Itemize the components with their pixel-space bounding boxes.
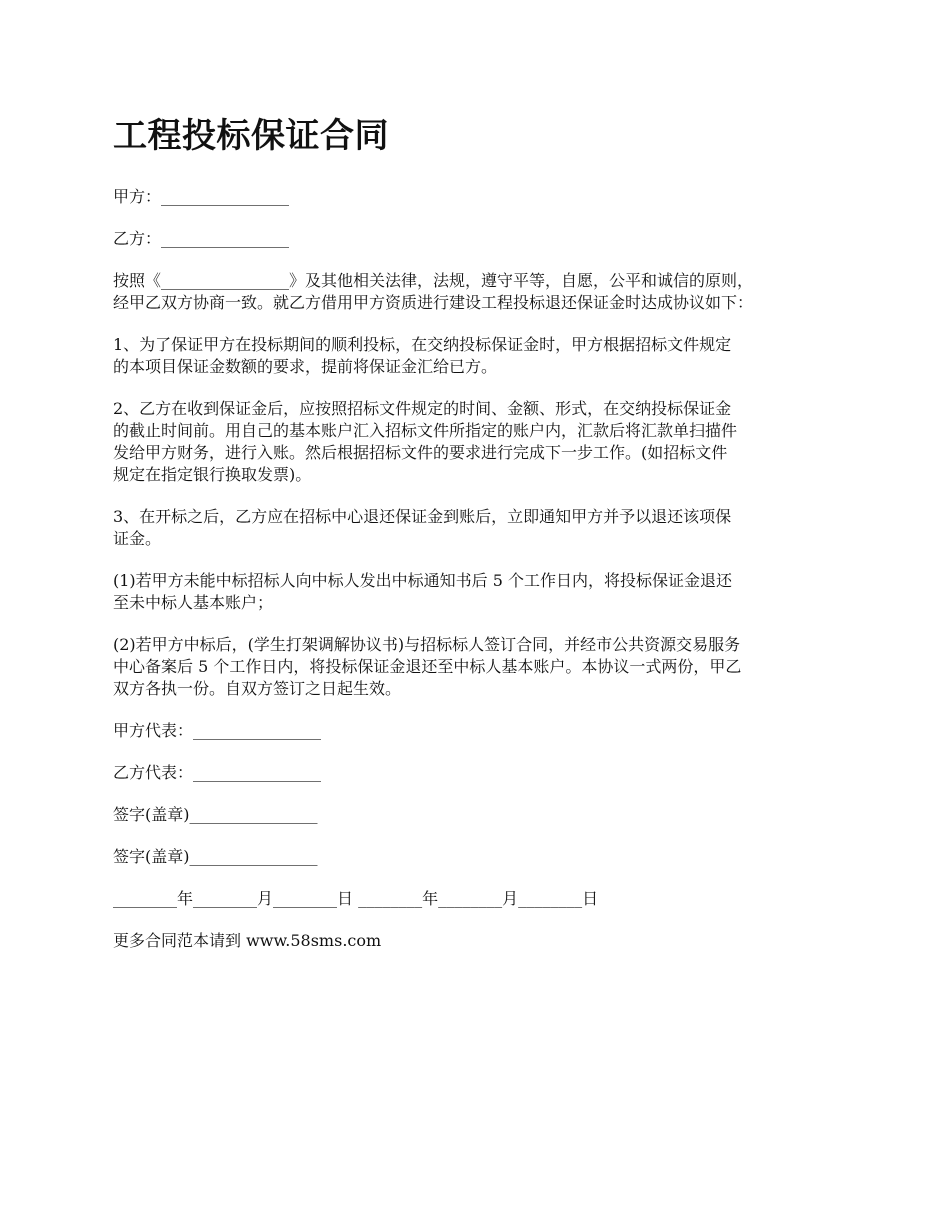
clause-1 bbox=[113, 334, 858, 378]
clause-3-line: 3、在开标之后，乙方应在招标中心退还保证金到账后，立即通知甲方并予以退还该项保 bbox=[113, 507, 732, 526]
intro-paragraph bbox=[113, 270, 858, 314]
signature-line-2: 签字(盖章)________________ bbox=[113, 847, 318, 866]
footer-note: 更多合同范本请到 www.58sms.com bbox=[113, 931, 382, 950]
signature-line-1: 签字(盖章)________________ bbox=[113, 805, 318, 824]
sub-clause-1-line: 至未中标人基本账户； bbox=[113, 593, 274, 612]
contract-document bbox=[113, 108, 858, 952]
sub-clause-2-line: 双方各执一份。自双方签订之日起生效。 bbox=[113, 679, 402, 698]
clause-3-line: 证金。 bbox=[113, 529, 162, 548]
party-a-line: 甲方：________________ bbox=[113, 187, 290, 206]
sub-clause-1-line: (1)若甲方未能中标招标人向中标人发出中标通知书后 5 个工作日内，将投标保证金退还 bbox=[113, 571, 733, 590]
party-b-line: 乙方：________________ bbox=[113, 229, 290, 248]
date-line: ________年________月________日 ________年________月________日 bbox=[113, 889, 599, 908]
clause-3 bbox=[113, 506, 858, 550]
sub-clause-1 bbox=[113, 570, 858, 614]
clause-2-line: 规定在指定银行换取发票)。 bbox=[113, 465, 312, 484]
intro-line: 按照《________________》及其他相关法律，法规，遵守平等，自愿，公平和诚信的原则， bbox=[113, 271, 754, 290]
clause-2-line: 的截止时间前。用自己的基本账户汇入招标文件所指定的账户内，汇款后将汇款单扫描件 bbox=[113, 421, 738, 440]
clause-1-line: 的本项目保证金数额的要求，提前将保证金汇给已方。 bbox=[113, 357, 498, 376]
intro-line: 经甲乙双方协商一致。就乙方借用甲方资质进行建设工程投标退还保证金时达成协议如下： bbox=[113, 293, 754, 312]
clause-2-line: 发给甲方财务，进行入账。然后根据招标文件的要求进行完成下一步工作。(如招标文件 bbox=[113, 443, 728, 462]
sub-clause-2-line: 中心备案后 5 个工作日内，将投标保证金退还至中标人基本账户。本协议一式两份，甲乙 bbox=[113, 657, 742, 676]
sub-clause-2-line: (2)若甲方中标后，(学生打架调解协议书)与招标标人签订合同，并经市公共资源交易服务 bbox=[113, 635, 741, 654]
party-a-representative: 甲方代表：________________ bbox=[113, 721, 322, 740]
party-b-representative: 乙方代表：________________ bbox=[113, 763, 322, 782]
sub-clause-2 bbox=[113, 634, 858, 700]
clause-2-line: 2、乙方在收到保证金后，应按照招标文件规定的时间、金额、形式，在交纳投标保证金 bbox=[113, 399, 732, 418]
clause-2 bbox=[113, 398, 858, 486]
clause-1-line: 1、为了保证甲方在投标期间的顺利投标，在交纳投标保证金时，甲方根据招标文件规定 bbox=[113, 335, 732, 354]
document-title: 工程投标保证合同 bbox=[113, 116, 389, 156]
